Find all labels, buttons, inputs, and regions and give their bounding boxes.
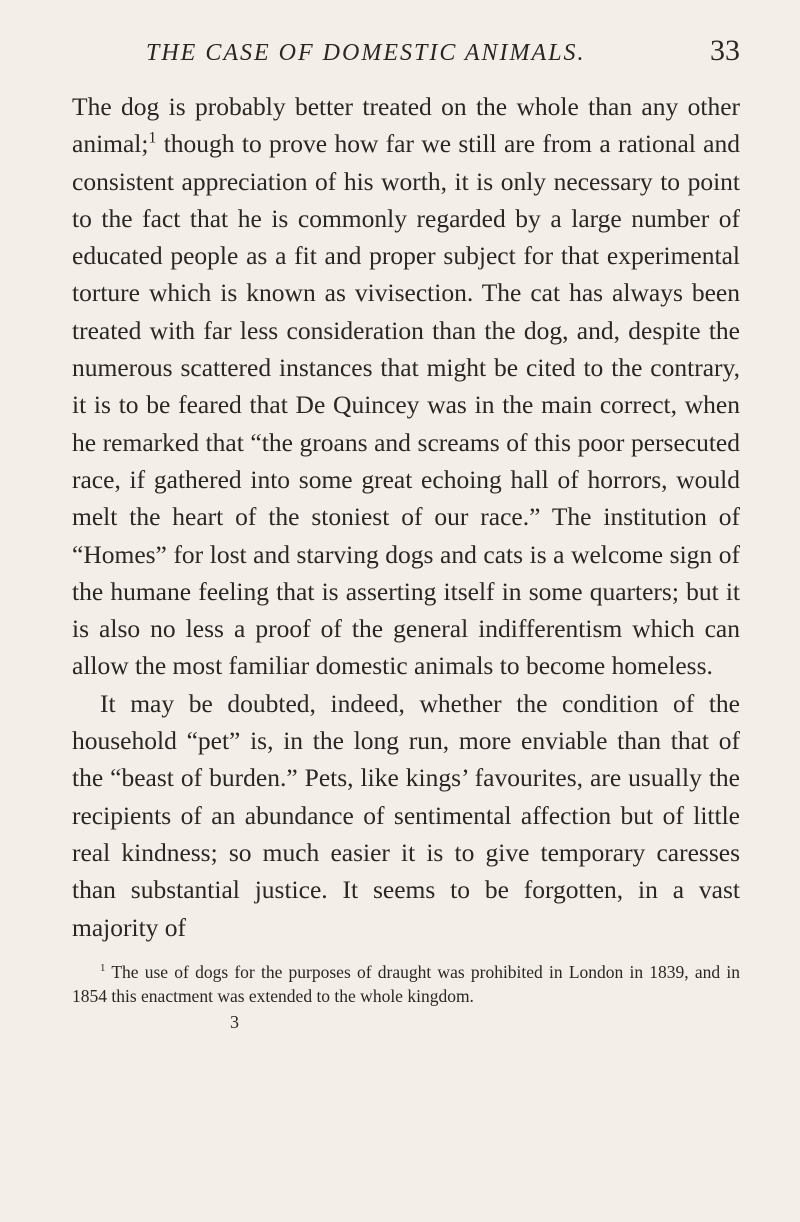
paragraph-1-text-end: though to prove how far we still are from a rational and consistent appreciation of his worth, it is only necessary to point to the fact that he is commonly regarded by a large number of educated people as a fit and proper subject for that experimental torture which is known as vivisection. The cat has always been treated with far less consideration than the dog, and, despite the numerous scattered instances that might be cited to the contrary, it is to be feared that De Quincey was in the main correct, when he remarked that “the groans and screams of this poor persecuted race, if gathered into some great echoing hall of horrors, would melt the heart of the stoniest of our race.” The institution of “Homes” for lost and starving dogs and cats is a welcome sign of the humane feeling that is asserting itself in some quarters; but it is also no less a proof of the general indifferentism which can allow the most familiar domestic animals to become homeless.	[72, 129, 740, 681]
footnote-marker: 1	[100, 962, 106, 974]
footnote-reference: 1	[148, 129, 157, 147]
footnote-text: The use of dogs for the purposes of draught was prohibited in London in 1839, and in 1854 this enactment was extended to the whole kingdom.	[72, 961, 740, 1006]
running-title: THE CASE OF DOMESTIC ANIMALS.	[146, 40, 586, 66]
page-number: 33	[710, 34, 740, 67]
signature-mark: 3	[230, 1011, 239, 1032]
body-text	[72, 88, 740, 946]
paragraph-2: It may be doubted, indeed, whether the condition of the household “pet” is, in the long run, more enviable than that of the “beast of burden.” Pets, like kings’ favourites, are usually the recipients of an abundance of sentimental affection but of little real kindness; so much easier it is to give temporary caresses than substantial justice. It seems to be forgotten, in a vast majority of	[72, 688, 740, 942]
running-head	[72, 34, 740, 82]
book-page	[72, 34, 740, 1033]
paragraph-1-text-start: The dog is probably better treated on the whole than any other animal;	[72, 92, 740, 159]
paragraph-1	[72, 88, 740, 685]
footnote	[72, 960, 740, 1008]
